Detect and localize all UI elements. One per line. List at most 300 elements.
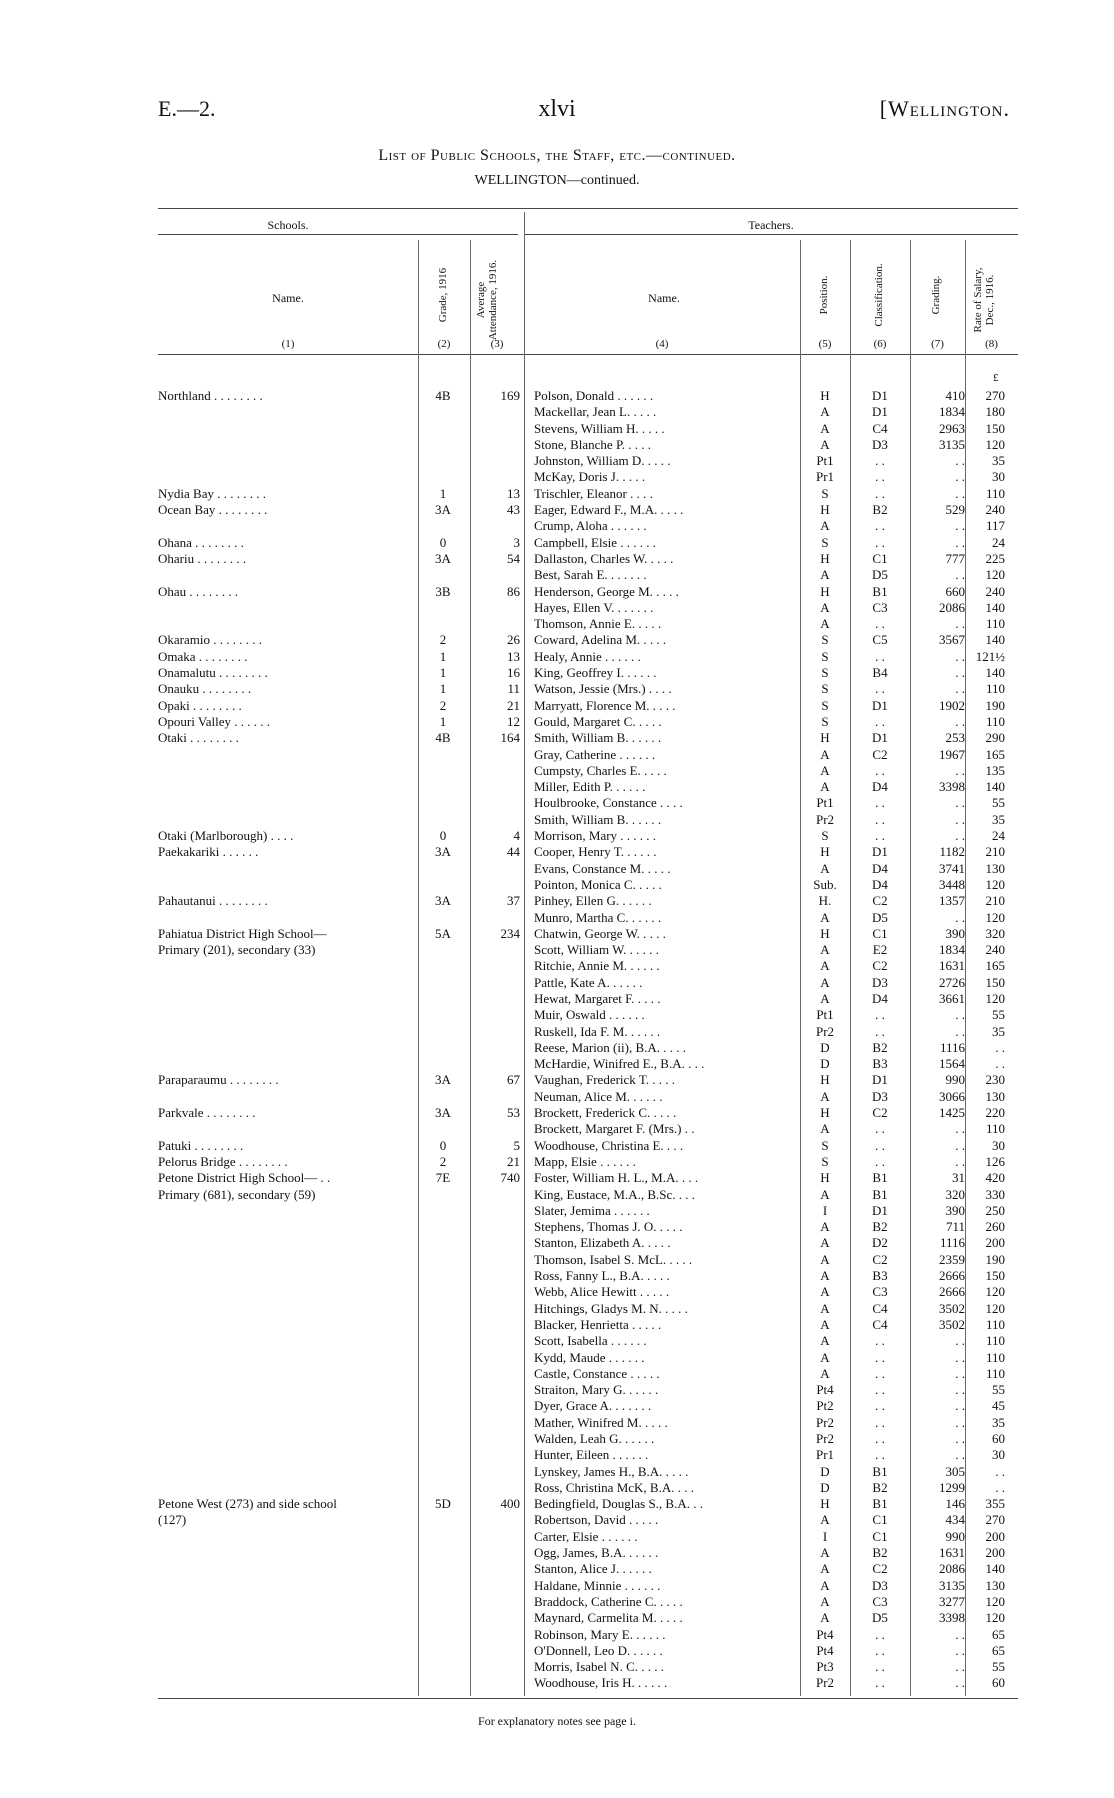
cell-teacher-name: King, Geoffrey I. . . . . .	[534, 665, 657, 681]
cell-teacher-name: Morris, Isabel N. C. . . . .	[534, 1659, 664, 1675]
cell-salary: 60	[992, 1675, 1005, 1691]
table-row	[0, 1545, 1114, 1561]
cell-teacher-name: Thomson, Isabel S. McL. . . . .	[534, 1251, 693, 1267]
cell-grade: 7E	[435, 1170, 451, 1186]
cell-salary: 110	[985, 485, 1005, 501]
table-row	[0, 926, 1114, 942]
cell-position: A	[820, 1121, 830, 1137]
cell-classification: . .	[875, 518, 885, 534]
cell-classification: C2	[872, 958, 888, 974]
cell-teacher-name: Slater, Jemima . . . . . .	[534, 1202, 650, 1218]
cell-classification: C2	[872, 1251, 888, 1267]
cell-classification: D3	[872, 436, 888, 452]
cell-salary: 120	[985, 1610, 1005, 1626]
cell-salary: 35	[992, 453, 1005, 469]
cell-grade: 1	[439, 485, 447, 501]
cell-classification: C1	[872, 925, 888, 941]
cell-grade: 3A	[435, 1072, 451, 1088]
table-row	[0, 1398, 1114, 1414]
cell-attendance: 21	[507, 1153, 520, 1169]
table-row	[0, 600, 1114, 616]
cell-position: A	[820, 1349, 830, 1365]
cell-teacher-name: Braddock, Catherine C. . . . .	[534, 1593, 683, 1609]
cell-grade: 0	[439, 828, 447, 844]
cell-grading: 3277	[939, 1593, 965, 1609]
cell-grading: 3502	[939, 1316, 965, 1332]
cell-salary: 140	[985, 665, 1005, 681]
table-row	[0, 388, 1114, 404]
cell-position: A	[820, 599, 830, 615]
cell-position: Pt2	[816, 1398, 834, 1414]
cell-salary: 65	[992, 1642, 1005, 1658]
cell-teacher-name: Robinson, Mary E. . . . . .	[534, 1626, 666, 1642]
col-grade: Grade, 1916	[437, 267, 449, 323]
table-row	[0, 665, 1114, 681]
cell-position: Pr1	[815, 469, 835, 485]
cell-position: A	[820, 1088, 830, 1104]
cell-school-name: Opaki . . . . . . . .	[158, 697, 242, 713]
table-row	[0, 1203, 1114, 1219]
cell-position: A	[820, 1561, 830, 1577]
cell-teacher-name: O'Donnell, Leo D. . . . . .	[534, 1642, 663, 1658]
cell-grading: . .	[955, 1447, 965, 1463]
cell-classification: . .	[875, 1153, 885, 1169]
cell-grade: 0	[439, 534, 447, 550]
cell-salary: 110	[985, 681, 1005, 697]
cell-school-name: Nydia Bay . . . . . . . .	[158, 485, 266, 501]
cell-salary: 110	[985, 1349, 1005, 1365]
cell-classification: . .	[875, 616, 885, 632]
table-row	[0, 991, 1114, 1007]
cell-position: I	[822, 1202, 828, 1218]
cell-position: A	[820, 779, 830, 795]
cell-grade: 1	[439, 665, 447, 681]
cell-position: A	[820, 1219, 830, 1235]
cell-grading: 1834	[939, 942, 965, 958]
table-row	[0, 1594, 1114, 1610]
cell-grade: 5D	[435, 1496, 451, 1512]
cell-grading: 3135	[939, 436, 965, 452]
cell-grading: 3448	[939, 876, 965, 892]
cell-salary: 190	[985, 1251, 1005, 1267]
cell-teacher-name: Maynard, Carmelita M. . . . .	[534, 1610, 683, 1626]
table-row	[0, 518, 1114, 534]
cell-classification: D3	[872, 974, 888, 990]
cell-salary: 120	[985, 1284, 1005, 1300]
cell-position: S	[821, 485, 829, 501]
cell-salary: 200	[985, 1235, 1005, 1251]
cell-teacher-name: Carter, Elsie . . . . . .	[534, 1528, 638, 1544]
cell-classification: . .	[875, 534, 885, 550]
cell-teacher-name: Robertson, David . . . . .	[534, 1512, 659, 1528]
cell-teacher-name: Stanton, Alice J. . . . . .	[534, 1561, 652, 1577]
cell-position: A	[820, 1186, 830, 1202]
cell-grading: . .	[955, 518, 965, 534]
cell-attendance: 4	[513, 828, 520, 844]
cell-teacher-name: Ogg, James, B.A. . . . . .	[534, 1545, 659, 1561]
cell-grading: 3066	[939, 1088, 965, 1104]
cell-school-name: Ohariu . . . . . . . .	[158, 550, 247, 566]
cell-grading: . .	[955, 1333, 965, 1349]
cell-classification: C2	[872, 746, 888, 762]
cell-grading: 3661	[939, 990, 965, 1006]
cell-salary: 120	[985, 567, 1005, 583]
cell-classification: B1	[872, 1170, 888, 1186]
cell-school-name: Northland . . . . . . . .	[158, 388, 263, 403]
cell-classification: . .	[875, 681, 885, 697]
cell-classification: B2	[872, 1479, 888, 1495]
table-row	[0, 421, 1114, 437]
table-row	[0, 1447, 1114, 1463]
cell-salary: 140	[985, 599, 1005, 615]
table-row	[0, 1056, 1114, 1072]
cell-attendance: 169	[500, 388, 520, 403]
cell-grading: 1116	[939, 1039, 965, 1055]
cell-attendance: 67	[507, 1072, 520, 1088]
cell-classification: C1	[872, 550, 888, 566]
cell-position: Pr2	[815, 1414, 835, 1430]
cell-position: H	[820, 583, 830, 599]
table-row	[0, 1659, 1114, 1675]
cell-classification: B2	[872, 1219, 888, 1235]
cell-classification: C4	[872, 1300, 888, 1316]
cell-salary: 55	[992, 1659, 1005, 1675]
cell-position: H.	[818, 893, 832, 909]
cell-grading: . .	[955, 1626, 965, 1642]
col-attendance: Average Attendance, 1916.	[475, 259, 499, 341]
cell-teacher-name: Brockett, Margaret F. (Mrs.) . .	[534, 1121, 695, 1137]
cell-salary: 117	[985, 518, 1005, 534]
cell-attendance: 43	[507, 502, 520, 518]
table-row	[0, 551, 1114, 567]
cell-salary: 110	[985, 713, 1005, 729]
table-row	[0, 1235, 1114, 1251]
cell-grading: 529	[945, 502, 965, 518]
cell-grade: 2	[439, 1153, 447, 1169]
cell-salary: 130	[985, 1088, 1005, 1104]
cell-classification: C1	[872, 1528, 888, 1544]
cell-classification: . .	[875, 648, 885, 664]
table-row	[0, 730, 1114, 746]
cell-teacher-name: Haldane, Minnie . . . . . .	[534, 1577, 661, 1593]
cell-teacher-name: Mapp, Elsie . . . . . .	[534, 1153, 636, 1169]
cell-position: A	[820, 420, 830, 436]
cell-grading: 990	[945, 1072, 965, 1088]
cell-classification: E2	[872, 942, 888, 958]
cell-grade: 3B	[435, 583, 451, 599]
cell-classification: . .	[875, 795, 885, 811]
cell-grading: . .	[955, 1007, 965, 1023]
cell-attendance: 12	[507, 713, 520, 729]
cell-teacher-name: Campbell, Elsie . . . . . .	[534, 534, 657, 550]
cell-teacher-name: Stephens, Thomas J. O. . . . .	[534, 1219, 683, 1235]
cell-teacher-name: Gould, Margaret C. . . . .	[534, 713, 662, 729]
table-row	[0, 1105, 1114, 1121]
cell-teacher-name: Houlbrooke, Constance . . . .	[534, 795, 683, 811]
cell-grading: 2086	[939, 1561, 965, 1577]
cell-classification: . .	[875, 713, 885, 729]
cell-classification: C4	[872, 1316, 888, 1332]
cell-position: Pt4	[816, 1626, 834, 1642]
cell-position: Pt1	[816, 1007, 834, 1023]
cell-teacher-name: Mackellar, Jean L. . . . .	[534, 404, 657, 420]
rule-bottom	[158, 1698, 1018, 1699]
table-row	[0, 1333, 1114, 1349]
cell-salary: 55	[992, 1007, 1005, 1023]
cell-grade: 3A	[435, 550, 451, 566]
cell-teacher-name: Hayes, Ellen V. . . . . . .	[534, 599, 654, 615]
cell-grading: . .	[955, 1349, 965, 1365]
table-row	[0, 844, 1114, 860]
table-row	[0, 1431, 1114, 1447]
cell-attendance: 5	[513, 1137, 520, 1153]
cell-grade: 3A	[435, 844, 451, 860]
cell-salary: 200	[985, 1528, 1005, 1544]
cell-classification: C3	[872, 599, 888, 615]
table-row	[0, 502, 1114, 518]
table-row	[0, 1382, 1114, 1398]
cell-grading: . .	[955, 909, 965, 925]
cell-teacher-name: Hewat, Margaret F. . . . .	[534, 990, 661, 1006]
cell-grading: . .	[955, 681, 965, 697]
table-row	[0, 1252, 1114, 1268]
table-row	[0, 698, 1114, 714]
cell-teacher-name: Cumpsty, Charles E. . . . .	[534, 762, 667, 778]
cell-position: A	[820, 909, 830, 925]
table-row	[0, 437, 1114, 453]
cell-salary: 30	[992, 1137, 1005, 1153]
cell-salary: 30	[992, 469, 1005, 485]
col-position: Position.	[818, 275, 830, 315]
footnote: For explanatory notes see page i.	[478, 1714, 636, 1728]
cell-grading: 2666	[939, 1284, 965, 1300]
cell-teacher-name: Woodhouse, Christina E. . . .	[534, 1137, 684, 1153]
cell-salary: 126	[985, 1153, 1005, 1169]
cell-classification: . .	[875, 1642, 885, 1658]
cell-classification: B4	[872, 665, 888, 681]
cell-grading: 2359	[939, 1251, 965, 1267]
cell-grading: 1967	[939, 746, 965, 762]
cell-position: S	[821, 828, 829, 844]
cell-salary: 24	[992, 828, 1005, 844]
cell-teacher-name: Pattle, Kate A. . . . . .	[534, 974, 643, 990]
cell-teacher-name: Henderson, George M. . . . .	[534, 583, 679, 599]
cell-classification: D5	[872, 567, 888, 583]
cell-teacher-name: Evans, Constance M. . . . .	[534, 860, 671, 876]
cell-position: A	[820, 436, 830, 452]
cell-grading: . .	[955, 811, 965, 827]
cell-position: A	[820, 1610, 830, 1626]
cell-grading: . .	[955, 1659, 965, 1675]
cell-grading: . .	[955, 795, 965, 811]
cell-teacher-name: Miller, Edith P. . . . . .	[534, 779, 646, 795]
cell-salary: 24	[992, 534, 1005, 550]
cell-grading: 3741	[939, 860, 965, 876]
table-row	[0, 1512, 1114, 1528]
cell-salary: 120	[985, 436, 1005, 452]
cell-grade: 2	[439, 632, 447, 648]
group-schools: Schools.	[267, 218, 309, 232]
cell-teacher-name: Scott, Isabella . . . . . .	[534, 1333, 647, 1349]
cell-classification: C5	[872, 632, 888, 648]
cell-position: A	[820, 1251, 830, 1267]
cell-position: A	[820, 1577, 830, 1593]
cell-attendance: 16	[507, 665, 520, 681]
cell-teacher-name: Neuman, Alice M. . . . . .	[534, 1088, 663, 1104]
col-number-7: (7)	[931, 338, 944, 350]
col-number-4: (4)	[655, 338, 669, 350]
cell-classification: . .	[875, 1398, 885, 1414]
cell-classification: C4	[872, 420, 888, 436]
cell-salary: 45	[992, 1398, 1005, 1414]
table-row	[0, 486, 1114, 502]
table-row	[0, 893, 1114, 909]
table-row	[0, 1317, 1114, 1333]
cell-classification: C2	[872, 1105, 888, 1121]
cell-classification: B1	[872, 583, 888, 599]
cell-grading: . .	[955, 453, 965, 469]
table-row	[0, 1024, 1114, 1040]
col-number-6: (6)	[873, 338, 887, 350]
cell-salary: 140	[985, 1561, 1005, 1577]
cell-salary: 130	[985, 1577, 1005, 1593]
cell-teacher-name: Dyer, Grace A. . . . . . .	[534, 1398, 652, 1414]
cell-grading: 3502	[939, 1300, 965, 1316]
cell-position: S	[821, 713, 829, 729]
cell-position: I	[822, 1528, 828, 1544]
cell-position: D	[820, 1056, 830, 1072]
cell-teacher-name: Smith, William B. . . . . .	[534, 730, 662, 746]
cell-grading: 3398	[939, 1610, 965, 1626]
cell-position: Pr2	[815, 811, 835, 827]
cell-salary: 120	[985, 909, 1005, 925]
cell-salary: 270	[985, 388, 1005, 403]
cell-salary: 210	[985, 844, 1005, 860]
cell-teacher-name: Pointon, Monica C. . . . .	[534, 876, 662, 892]
cell-teacher-name: Polson, Donald . . . . . .	[534, 388, 654, 403]
cell-salary: 240	[985, 942, 1005, 958]
cell-teacher-name: Pinhey, Ellen G. . . . . .	[534, 893, 652, 909]
cell-grading: 390	[945, 925, 965, 941]
col-classification: Classification.	[873, 263, 885, 327]
cell-grade: 4B	[435, 388, 451, 403]
cell-teacher-name: Kydd, Maude . . . . . .	[534, 1349, 645, 1365]
cell-position: H	[820, 1170, 830, 1186]
cell-classification: . .	[875, 762, 885, 778]
cell-grading: . .	[955, 485, 965, 501]
cell-salary: 55	[992, 1382, 1005, 1398]
cell-school-name: Opouri Valley . . . . . .	[158, 713, 271, 729]
cell-salary: 180	[985, 404, 1005, 420]
cell-position: A	[820, 974, 830, 990]
table-row	[0, 1170, 1114, 1186]
cell-grade: 1	[439, 648, 447, 664]
cell-grading: 777	[945, 550, 965, 566]
cell-teacher-name: Bedingfield, Douglas S., B.A. . .	[534, 1496, 703, 1512]
cell-grading: . .	[955, 665, 965, 681]
cell-school-name: Ohau . . . . . . . .	[158, 583, 239, 599]
cell-classification: D4	[872, 990, 888, 1006]
cell-classification: D4	[872, 876, 888, 892]
table-row	[0, 649, 1114, 665]
cell-classification: . .	[875, 469, 885, 485]
table-row	[0, 1561, 1114, 1577]
cell-salary: 420	[985, 1170, 1005, 1186]
cell-classification: D5	[872, 909, 888, 925]
cell-position: A	[820, 1593, 830, 1609]
table-row	[0, 877, 1114, 893]
rule-top	[158, 208, 1018, 209]
cell-classification: D1	[872, 388, 888, 403]
cell-salary: 35	[992, 1414, 1005, 1430]
table-row	[0, 535, 1114, 551]
cell-salary: 120	[985, 876, 1005, 892]
table-row	[0, 1415, 1114, 1431]
cell-grading: 1357	[939, 893, 965, 909]
table-row	[0, 828, 1114, 844]
table-row	[0, 812, 1114, 828]
cell-attendance: 13	[507, 485, 520, 501]
cell-position: A	[820, 1268, 830, 1284]
table-row	[0, 404, 1114, 420]
cell-teacher-name: Reese, Marion (ii), B.A. . . . .	[534, 1039, 687, 1055]
cell-position: H	[820, 388, 830, 403]
cell-grading: 1834	[939, 404, 965, 420]
cell-teacher-name: Marryatt, Florence M. . . . .	[534, 697, 676, 713]
cell-grade: 1	[439, 713, 447, 729]
cell-teacher-name: Straiton, Mary G. . . . . .	[534, 1382, 659, 1398]
cell-salary: 190	[985, 697, 1005, 713]
cell-classification: . .	[875, 453, 885, 469]
cell-school-name: Primary (681), secondary (59)	[158, 1186, 316, 1202]
cell-salary: 240	[985, 502, 1005, 518]
cell-position: Pr2	[815, 1431, 835, 1446]
cell-salary: 260	[985, 1219, 1005, 1235]
table-row	[0, 1496, 1114, 1512]
cell-grading: . .	[955, 828, 965, 844]
cell-position: S	[821, 648, 829, 664]
table-row	[0, 1187, 1114, 1203]
cell-position: A	[820, 942, 830, 958]
cell-salary: 120	[985, 1300, 1005, 1316]
rule-header-bottom	[158, 354, 1018, 355]
cell-grading: 990	[945, 1528, 965, 1544]
cell-grading: 3567	[939, 632, 965, 648]
cell-classification: D1	[872, 844, 888, 860]
cell-grading: . .	[955, 1382, 965, 1398]
cell-attendance: 164	[500, 730, 520, 746]
cell-teacher-name: Crump, Aloha . . . . . .	[534, 518, 647, 534]
cell-salary: 150	[985, 974, 1005, 990]
cell-classification: . .	[875, 485, 885, 501]
table-row	[0, 1268, 1114, 1284]
cell-grading: 1182	[939, 844, 965, 860]
cell-teacher-name: Best, Sarah E. . . . . . .	[534, 567, 647, 583]
cell-grading: 1425	[939, 1105, 965, 1121]
cell-classification: B3	[872, 1056, 888, 1072]
cell-salary: 210	[985, 893, 1005, 909]
cell-position: Pr1	[815, 1447, 835, 1463]
table-row	[0, 1578, 1114, 1594]
cell-grading: 711	[945, 1219, 965, 1235]
cell-teacher-name: Ruskell, Ida F. M. . . . . .	[534, 1023, 661, 1039]
cell-classification: . .	[875, 1414, 885, 1430]
cell-teacher-name: Morrison, Mary . . . . . .	[534, 828, 657, 844]
col-salary: Rate of Salary, Dec., 1916.	[972, 267, 996, 333]
page-ref-left: E.—2.	[158, 96, 216, 121]
cell-position: A	[820, 990, 830, 1006]
cell-classification: . .	[875, 1121, 885, 1137]
